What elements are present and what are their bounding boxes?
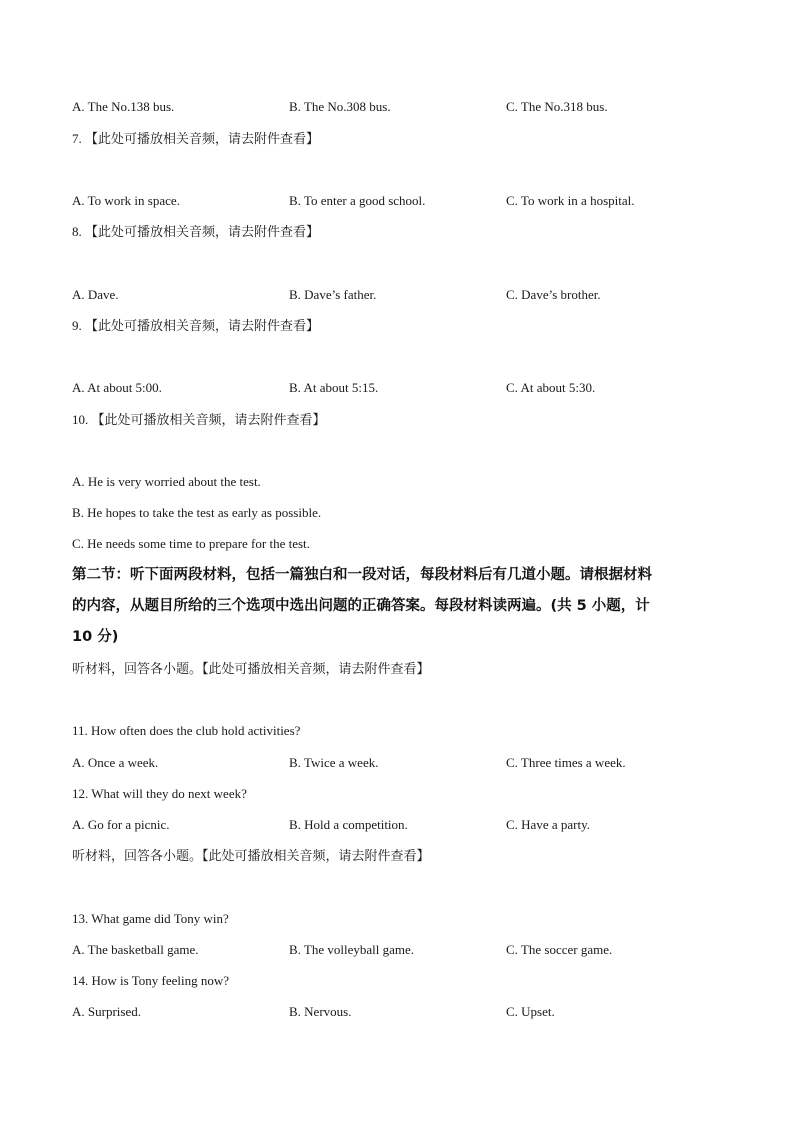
q11-option-c: C. Three times a week.	[506, 755, 626, 770]
q13-option-c: C. The soccer game.	[506, 942, 613, 957]
q6-option-b: B. The No.308 bus.	[289, 99, 391, 114]
question-9: 9. 【此处可播放相关音频，请去附件查看】	[72, 318, 320, 333]
q14-option-b: B. Nervous.	[289, 1004, 352, 1019]
group-2-intro: 听材料，回答各小题。【此处可播放相关音频，请去附件查看】	[72, 848, 430, 863]
q9-option-b: B. At about 5:15.	[289, 380, 379, 395]
q10-option-c: C. He needs some time to prepare for the test.	[72, 536, 310, 551]
q8-option-b: B. Dave’s father.	[289, 287, 377, 302]
q8-option-c: C. Dave’s brother.	[506, 287, 601, 302]
question-7: 7. 【此处可播放相关音频，请去附件查看】	[72, 131, 320, 146]
section-2-line-2: 的内容，从题目所给的三个选项中选出问题的正确答案。每段材料读两遍。(共 5 小题，计	[72, 598, 650, 614]
q6-option-a: A. The No.138 bus.	[72, 99, 175, 114]
question-11: 11. How often does the club hold activities?	[72, 723, 301, 738]
q11-option-b: B. Twice a week.	[289, 755, 379, 770]
question-12: 12. What will they do next week?	[72, 786, 247, 801]
q6-option-c: C. The No.318 bus.	[506, 99, 608, 114]
question-14: 14. How is Tony feeling now?	[72, 973, 229, 988]
q14-option-c: C. Upset.	[506, 1004, 555, 1019]
q13-option-a: A. The basketball game.	[72, 942, 199, 957]
q12-option-c: C. Have a party.	[506, 817, 590, 832]
q7-option-c: C. To work in a hospital.	[506, 193, 635, 208]
q10-option-b: B. He hopes to take the test as early as possible.	[72, 505, 322, 520]
q9-option-a: A. At about 5:00.	[72, 380, 162, 395]
q10-option-a: A. He is very worried about the test.	[72, 474, 261, 489]
question-13: 13. What game did Tony win?	[72, 911, 229, 926]
q12-option-b: B. Hold a competition.	[289, 817, 408, 832]
q7-option-b: B. To enter a good school.	[289, 193, 426, 208]
q14-option-a: A. Surprised.	[72, 1004, 141, 1019]
question-10: 10. 【此处可播放相关音频，请去附件查看】	[72, 412, 326, 427]
q11-option-a: A. Once a week.	[72, 755, 159, 770]
section-2-line-1: 第二节：听下面两段材料，包括一篇独白和一段对话，每段材料后有几道小题。请根据材料	[72, 567, 652, 583]
q7-option-a: A. To work in space.	[72, 193, 180, 208]
q13-option-b: B. The volleyball game.	[289, 942, 415, 957]
section-2-instructions	[72, 560, 722, 653]
q12-option-a: A. Go for a picnic.	[72, 817, 170, 832]
section-2-line-3: 10 分)	[72, 629, 119, 645]
question-8: 8. 【此处可播放相关音频，请去附件查看】	[72, 224, 320, 239]
q8-option-a: A. Dave.	[72, 287, 119, 302]
group-1-intro: 听材料，回答各小题。【此处可播放相关音频，请去附件查看】	[72, 661, 430, 676]
q9-option-c: C. At about 5:30.	[506, 380, 596, 395]
